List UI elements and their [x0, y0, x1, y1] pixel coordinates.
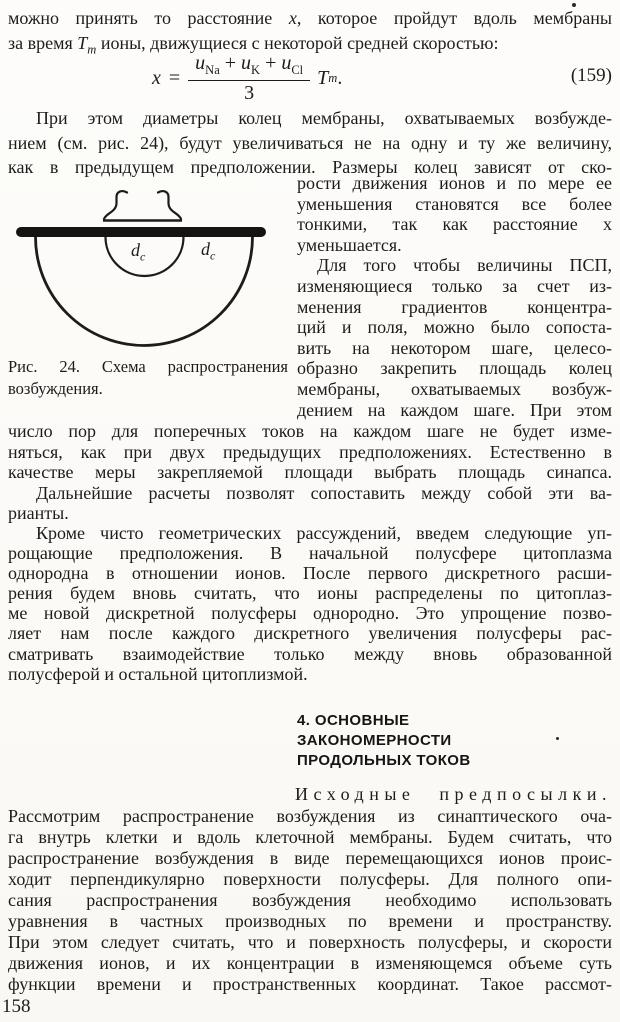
fraction-denominator: 3 — [244, 82, 255, 104]
text-line: ме новой дискретной полусферы однородно. Это упрощение позво- — [8, 603, 612, 624]
figure-24-diagram — [8, 186, 290, 348]
section-heading — [297, 711, 607, 771]
equation-159 — [0, 52, 620, 104]
synapse-right-outline — [158, 191, 181, 219]
math-var: x — [288, 8, 297, 28]
text-line: однородна в отношении ионов. После первого дискретного расши- — [8, 563, 612, 584]
diameter-label — [131, 240, 145, 265]
text-line: При этом диаметры колец мембраны, охватываемых возбужде- — [36, 108, 612, 128]
text-line: функции времени и пространственных координат. Такое рассмот- — [8, 974, 612, 994]
text-line: рения будем вновь считать, что ионы распределены по цитоплаз- — [8, 583, 612, 604]
math-var: T — [317, 67, 329, 89]
text-line: нием (см. рис. 24), будут увеличиваться не на одну и ту же величину, — [8, 132, 612, 153]
text-line: ций и поля, можно было сопоста- — [297, 317, 612, 338]
text-line — [8, 6, 612, 31]
equation-body — [152, 52, 342, 105]
plus-sign: + — [265, 52, 277, 74]
period: . — [337, 67, 343, 89]
caption-line: возбуждения. — [8, 378, 103, 398]
text-line: качестве меры закрепляемой площади выбрать площадь синапса. — [8, 462, 612, 483]
page-number: 158 — [2, 996, 31, 1017]
text-run: можно принять то расстояние — [8, 8, 289, 28]
math-var: d — [201, 239, 210, 259]
text-line: рианты. — [8, 503, 69, 524]
pores-paragraph — [8, 421, 612, 524]
diameter-label — [201, 239, 215, 264]
text-line: сания распространения возбуждения необходимо использовать — [8, 890, 612, 910]
equation-number: (159) — [570, 65, 612, 86]
text-line: вить на некотором шаге, целесо- — [297, 337, 612, 358]
text-line: изменяющиеся только за счет из- — [297, 275, 612, 296]
text-line: тонкими, так как расстояние x — [297, 214, 612, 235]
text-line: менения градиентов концентра- — [297, 296, 612, 317]
rings-paragraph — [8, 106, 612, 180]
text-line: полусферой и остальной цитоплизмой. — [8, 663, 308, 684]
equals-sign: = — [168, 67, 181, 89]
text-line: уменьшения становятся все более — [297, 193, 612, 214]
math-var: u — [281, 52, 292, 74]
math-var: u — [241, 52, 252, 74]
text-line: рощающие предположения. В начальной полусфере цитоплазма — [8, 543, 612, 564]
runin-subheading: Исходные предпосылки. — [295, 784, 612, 804]
text-run: , которое пройдут вдоль мембраны — [296, 8, 612, 28]
initial-premises-paragraph — [8, 806, 612, 995]
figure-24-svg — [8, 186, 290, 348]
text-line: Рассмотрим распространение возбуждения из синаптического оча- — [8, 806, 612, 826]
text-line: уравнения в частных производных по времени и пространству. — [8, 911, 612, 931]
math-var: T — [77, 33, 88, 53]
text-line: распространение возбуждения в виде перемещающихся ионов проис- — [8, 848, 612, 868]
wrapped-column — [297, 173, 612, 420]
text-line: ходит перпендикулярно поверхности полусферы. Для полного опи- — [8, 869, 612, 889]
caption-line: Рис. 24. Схема распространения — [8, 357, 288, 376]
text-line: ляет нам после каждого дискретного увеличения полусферы рас- — [8, 623, 612, 644]
text-line: га внутрь клетки и вдоль клеточной мембраны. Будем считать, что — [8, 827, 612, 847]
text-line: При этом следует считать, что и поверхность полусферы, и скорости — [8, 932, 612, 952]
text-line: мембраны, охватываемых возбуж- — [297, 378, 612, 399]
text-line: уменьшается. — [297, 234, 402, 255]
text-line: дением на каждом шаге. При этом — [297, 399, 612, 420]
text-line: Для того чтобы величины ПСП, — [317, 255, 612, 276]
text-line: Дальнейшие расчеты позволят сопоставить между собой эти ва- — [36, 482, 612, 503]
text-line: няться, как при двух предыдущих предположениях. Естественно в — [8, 441, 612, 462]
fraction — [188, 52, 310, 105]
math-subscript: m — [87, 42, 97, 57]
membrane-bar — [16, 227, 266, 237]
heading-line: ПРОДОЛЬНЫХ ТОКОВ — [297, 752, 471, 769]
text-line: образно закрепить площадь колец — [297, 358, 612, 379]
math-subscript: c — [210, 248, 216, 263]
figure-24-caption — [8, 356, 288, 399]
text-line: движения ионов, и их концентрации в изменяющемся объеме суть — [8, 953, 612, 973]
text-line: число пор для поперечных токов на каждом шаге не будет изме- — [8, 421, 612, 441]
text-line: сматривать взаимодействие только между вновь образованной — [8, 643, 612, 664]
math-subscript: m — [328, 71, 338, 85]
heading-line: 4. ОСНОВНЫЕ — [297, 712, 410, 729]
math-var: x — [152, 67, 161, 89]
math-var: d — [131, 240, 140, 260]
text-run: ионы, движущиеся с некоторой средней скоростью: — [96, 33, 499, 53]
math-subscript: K — [251, 63, 261, 77]
fraction-numerator — [188, 52, 310, 81]
text-line: рости движения ионов и по мере ее — [297, 173, 612, 193]
assumptions-paragraph — [8, 523, 612, 684]
text-line: Кроме чисто геометрических рассуждений, введем следующие уп- — [36, 523, 612, 543]
math-var: u — [195, 52, 206, 74]
synapse-left-outline — [104, 191, 127, 219]
text-line: как в предыдущем предположении. Размеры колец зависят от ско- — [8, 157, 612, 177]
plus-sign: + — [224, 52, 237, 74]
math-subscript: c — [140, 249, 146, 264]
heading-line: ЗАКОНОМЕРНОСТИ — [297, 732, 452, 749]
math-subscript: Cl — [291, 63, 304, 77]
text-run: за время — [8, 33, 78, 53]
math-subscript: Na — [205, 63, 220, 77]
